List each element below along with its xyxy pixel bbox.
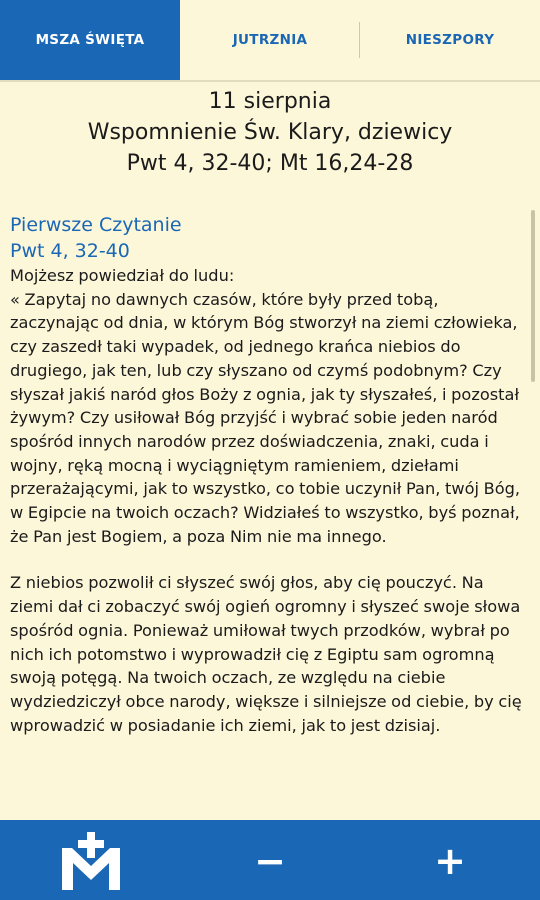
tab-msza-swieta[interactable] [0, 0, 180, 80]
tab-label: MSZA ŚWIĘTA [35, 32, 145, 48]
reading-content [10, 212, 526, 737]
readings-reference: Pwt 4, 32-40; Mt 16,24-28 [126, 151, 414, 176]
tab-jutrznia[interactable] [180, 0, 360, 80]
liturgical-date: 11 sierpnia [208, 89, 332, 114]
feast-title: Wspomnienie Św. Klary, dziewicy [87, 120, 453, 145]
increase-font-button[interactable]: + [434, 839, 466, 883]
tab-nieszpory[interactable] [360, 0, 540, 80]
day-header [0, 86, 540, 179]
reading-reference: Pwt 4, 32-40 [10, 240, 130, 262]
reading-paragraph: Z niebios pozwolił ci słyszeć swój głos, aby cię pouczyć. Na ziemi dał ci zobaczyć swój ogień ogromny i słyszeć swoje słowa spośród ognia. Ponieważ umiłował twych przodków, wybrał po nich ich potomstwo i wyprowadził cię z Egiptu sam ogromną swoją potęgą. Na twoich oczach, ze względu na ciebie wydziedziczył obce narody, większe i silniejsze od ciebie, by cię wprowadzić w posiadanie ich ziemi, jak to jest dzisiaj. [10, 573, 522, 735]
tab-label: NIESZPORY [405, 32, 495, 48]
reading-paragraph: Mojżesz powiedział do ludu: « Zapytaj no dawnych czasów, które były przed tobą, zaczynając od dnia, w którym Bóg stworzył na ziemi człowieka, czy zaszedł taki wypadek, od jednego krańca niebios do drugiego, jak ten, lub czy słyszano od czymś podobnym? Czy słyszał jakiś naród głos Boży z ognia, jak ty słyszałeś, i pozostał żywym? Czy usiłował Bóg przyjść i wybrać sobie jeden naród spośród innych narodów przez doświadczenia, znaki, cuda i wojny, ręką mocną i wyciągniętym ramieniem, dziełami przerażającymi, jak to wszystko, co tobie uczynił Pan, twój Bóg, w Egipcie na twoich oczach? Widziałeś to wszystko, byś poznał, że Pan jest Bogiem, a poza Nim nie ma innego. [10, 266, 521, 546]
decrease-font-button[interactable]: − [254, 839, 286, 883]
scrollbar[interactable] [531, 210, 535, 382]
reading-title: Pierwsze Czytanie [10, 214, 182, 236]
tab-label: JUTRZNIA [232, 32, 308, 48]
bottom-toolbar [0, 820, 540, 900]
app-logo-cross-m-icon[interactable] [60, 830, 122, 892]
tab-bar [0, 0, 540, 82]
